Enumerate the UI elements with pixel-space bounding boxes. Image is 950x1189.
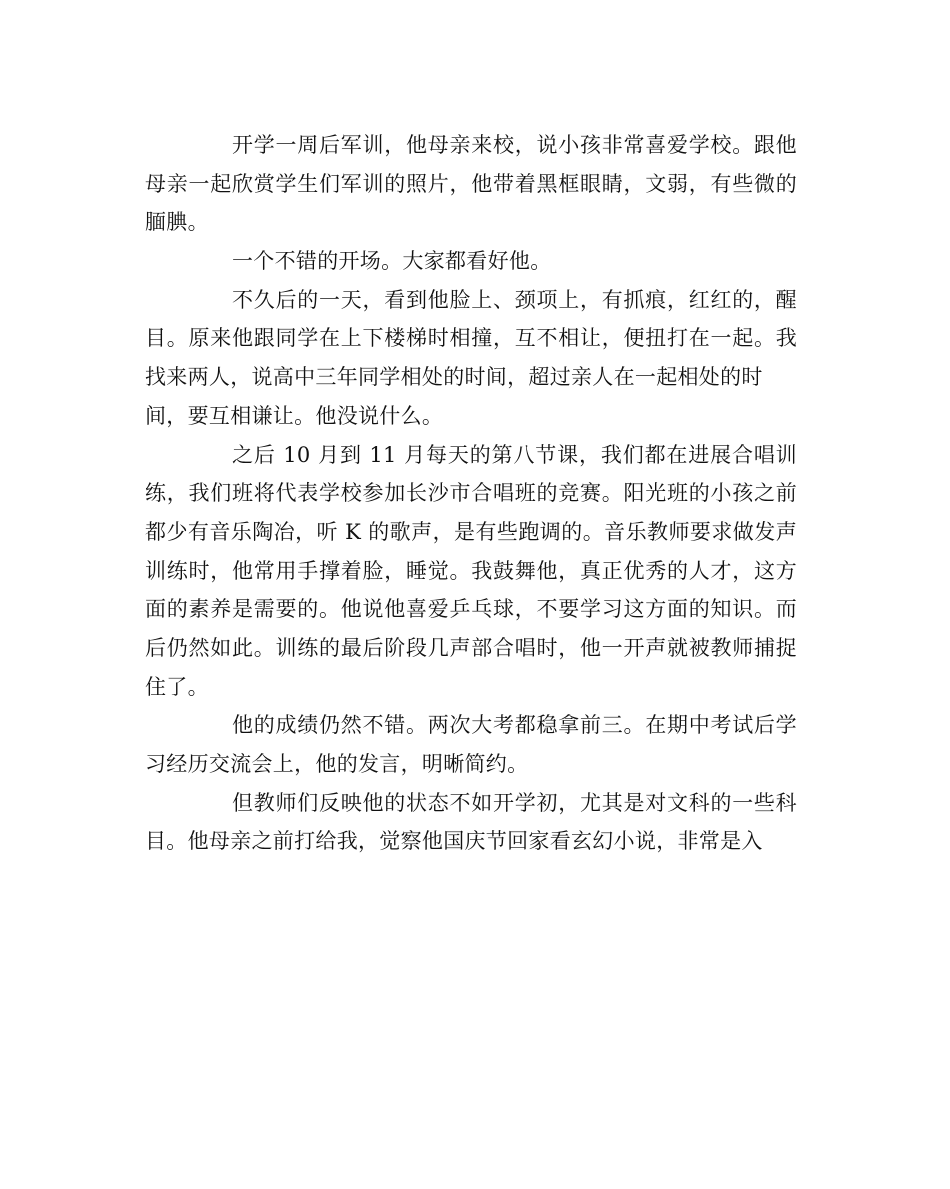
- text-line: 习经历交流会上，他的发言，明晰简约。: [145, 752, 529, 776]
- text-line: 开学一周后军训，他母亲来校，说小孩非常喜爱学校。跟他: [232, 133, 797, 157]
- text-line: 但教师们反映他的状态不如开学初，尤其是对文科的一些科: [232, 790, 797, 815]
- text-line: 一个不错的开场。大家都看好他。: [232, 249, 552, 274]
- text-line: 他的成绩仍然不错。两次大考都稳拿前三。在期中考试后学: [232, 713, 797, 738]
- text-line: 母亲一起欣赏学生们军训的照片，他带着黑框眼睛，文弱，有些微的: [145, 171, 797, 196]
- document-body: [145, 126, 797, 861]
- text-line: 目。他母亲之前打给我，觉察他国庆节回家看玄幻小说，非常是入: [145, 829, 763, 854]
- text-line: 之后 10 月到 11 月每天的第八节课，我们都在进展合唱训: [232, 442, 797, 467]
- text-line: 都少有音乐陶冶，听 K 的歌声，是有些跑调的。音乐教师要求做发声: [145, 519, 797, 544]
- text-line: 训练时，他常用手撑着脸，睡觉。我鼓舞他，真正优秀的人才，这方: [145, 558, 797, 583]
- text-line: 住了。: [145, 674, 209, 699]
- text-line: 间，要互相谦让。他没说什么。: [145, 403, 444, 428]
- text-line: 后仍然如此。训练的最后阶段几声部合唱时，他一开声就被教师捕捉: [145, 635, 797, 660]
- text-line: 面的素养是需要的。他说他喜爱乒乓球，不要学习这方面的知识。而: [145, 597, 797, 622]
- text-line: 练，我们班将代表学校参加长沙市合唱班的竞赛。阳光班的小孩之前: [145, 481, 797, 506]
- text-line: 腼腆。: [145, 210, 209, 235]
- text-line: 目。原来他跟同学在上下楼梯时相撞，互不相让，便扭打在一起。我: [145, 326, 797, 351]
- text-line: 不久后的一天，看到他脸上、颈项上，有抓痕，红红的，醒: [232, 287, 797, 312]
- text-line: 找来两人，说高中三年同学相处的时间，超过亲人在一起相处的时: [145, 365, 763, 390]
